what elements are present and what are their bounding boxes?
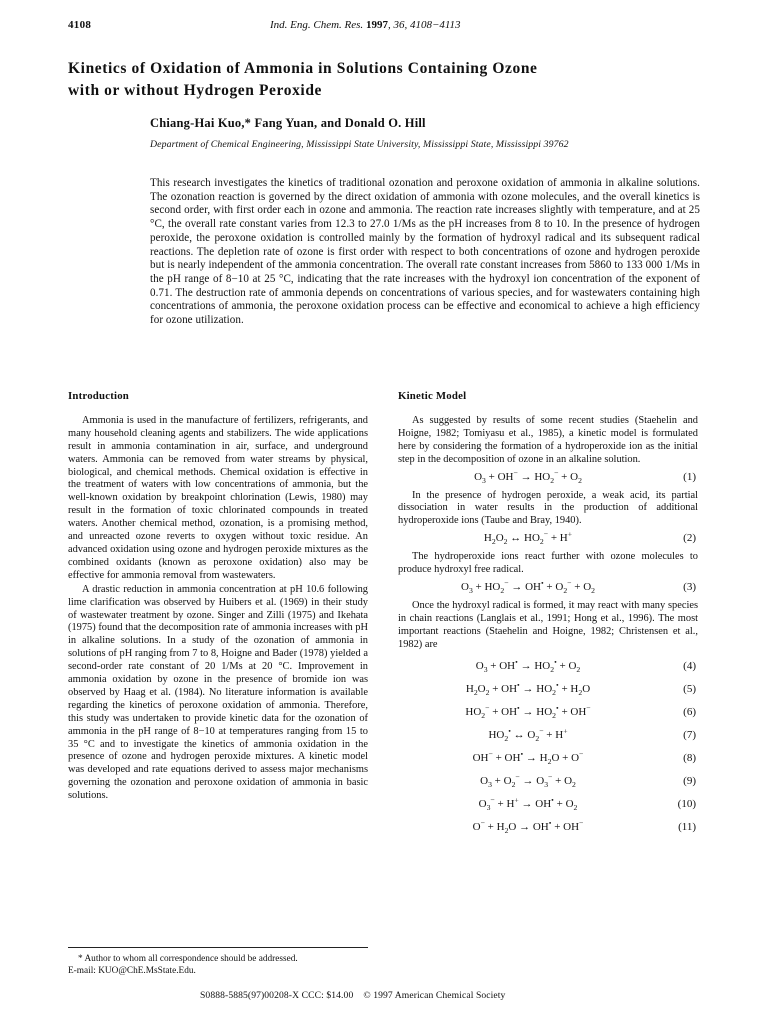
title-line-1: Kinetics of Oxidation of Ammonia in Solutions Containing Ozone bbox=[68, 60, 538, 77]
kinetic-paragraph-1: As suggested by results of some recent studies (Staehelin and Hoigne, 1982; Tomiyasu et al., 1985), a kinetic model is formulated here by considering the formation of a hydroperoxide ion as the initial step in the decomposition of ozone in an alkaline solution. bbox=[398, 414, 698, 465]
equation-number: (5) bbox=[683, 682, 696, 695]
kinetic-paragraph-4: Once the hydroxyl radical is formed, it may react with many species in chain reactions (Langlais et al., 1991; Hong et al., 1996). The most important reactions (Staehelin and Hoigne, 1982; Christensen et al., 1982) are bbox=[398, 600, 698, 650]
journal-volume-pages: , 36, 4108−4113 bbox=[387, 19, 461, 31]
footnote-email: E-mail: KUO@ChE.MsState.Edu. bbox=[68, 966, 196, 976]
equation-expression: $O_3 + OH^- \to HO_2^- + O_2$ bbox=[474, 467, 582, 485]
copyright-line: S0888-5885(97)00208-X CCC: $14.00 © 1997 American Chemical Society bbox=[200, 990, 506, 1001]
section-heading-introduction: Introduction bbox=[68, 390, 129, 402]
intro-paragraph-1: Ammonia is used in the manufacture of fertilizers, refrigerants, and many household cleaning agents and stabilizers. The wide applications result in ammonia contamination in air, surface, and underground waters. Ammonia can be removed from water streams by physical, biological, and chemical methods. Chemical oxidation is effective in the treatment of waters with low concentrations of ammonia, but the well-known oxidation by breakpoint chlorination (Lewis, 1980) may result in the formation of toxic chlorinated compounds in treated waters. Another chemical method, ozonation, is a promising method, and unreacted ozone reverts to oxygen without toxic residue. An advanced oxidation using ozone and hydrogen peroxide mixtures as the combined oxidants (known as peroxone oxidation) also may be effective for ammonia removal from wastewaters. bbox=[68, 414, 368, 581]
equation-expression: $O_3 + O_2^- \to O_3^- + O_2$ bbox=[480, 772, 576, 789]
equation-number: (1) bbox=[683, 470, 696, 483]
equation-expression: $HO_2^•$ ↔ $O_2^- + H^+$ bbox=[488, 726, 568, 743]
journal-year: 1997 bbox=[365, 19, 388, 31]
section-heading-kinetic-model: Kinetic Model bbox=[398, 390, 467, 402]
equation-number: (2) bbox=[683, 532, 696, 545]
equation-6 bbox=[398, 702, 698, 725]
journal-citation bbox=[270, 19, 461, 31]
intro-paragraph-2: A drastic reduction in ammonia concentration at pH 10.6 following lime clarification was observed by Huibers et al. (1969) in their study of wastewater treatment by ozone. Singer and Zilli (1975) and Ikehata (1975) found that the decomposition rate of ammonia increases with pH in alkaline solutions. In a study of the ozonation of ammonia in solutions of pH ranging from 7 to 8, Hoigne and Bader (1978) yielded a second-order rate constant of 20 1/Ms at 20 °C. Improvement in ammonia oxidation by ozone in the presence of bromide ion was observed by Haag et al. (1984). No literature information is available regarding the kinetics of peroxone oxidation of ammonia. Therefore, this study was undertaken to provide kinetic data for the ozonation of ammonia in the pH range of 8−10 at temperatures ranging from 15 to 35 °C and to investigate the kinetics of ammonia oxidation in the presence of ozone and hydrogen peroxide mixtures. A kinetic model was developed and rate equations derived to assess major mechanisms governing the ozonation and peroxone oxidation of ammonia in basic solutions. bbox=[68, 583, 368, 802]
equation-expression: $OH^- + OH^• \to H_2O + O^-$ bbox=[472, 749, 584, 766]
equation-expression: $H_2O_2 + OH^• \to HO_2^• + H_2O$ bbox=[465, 680, 591, 697]
equation-2 bbox=[398, 528, 698, 551]
kinetic-paragraph-3: The hydroperoxide ions react further with ozone molecules to produce hydroxyl free radical. bbox=[398, 551, 698, 576]
equation-expression: $O_3 + OH^• \to HO_2^• + O_2$ bbox=[475, 657, 581, 674]
page-number: 4108 bbox=[68, 19, 92, 31]
journal-name: Ind. Eng. Chem. Res. bbox=[270, 19, 364, 31]
kinetic-paragraph-2: In the presence of hydrogen peroxide, a weak acid, its partial dissociation in water results in the production of additional hydroperoxide ions (Taube and Bray, 1940). bbox=[398, 489, 698, 527]
equation-number: (4) bbox=[683, 659, 696, 672]
equation-10 bbox=[398, 794, 698, 817]
equation-3 bbox=[398, 577, 698, 600]
left-column bbox=[68, 390, 368, 803]
equation-number: (8) bbox=[683, 751, 696, 764]
equation-expression: $O_3 + HO_2^- \to OH^• + O_2^- + O_2$ bbox=[460, 578, 595, 596]
equation-number: (7) bbox=[683, 728, 696, 741]
equation-expression: $H_2O_2$ ↔ $HO_2^- + H^+$ bbox=[483, 529, 573, 547]
equation-9 bbox=[398, 771, 698, 794]
equation-number: (11) bbox=[678, 820, 696, 833]
equation-expression: $HO_2^- + OH^• \to HO_2^• + OH^-$ bbox=[465, 703, 591, 720]
affiliation: Department of Chemical Engineering, Mississippi State University, Mississippi State, Mississippi 39762 bbox=[150, 139, 569, 150]
right-column bbox=[398, 390, 698, 840]
equation-number: (10) bbox=[677, 797, 696, 810]
equation-5 bbox=[398, 679, 698, 702]
equation-1 bbox=[398, 467, 698, 490]
equation-expression: $O^- + H_2O \to OH^• + OH^-$ bbox=[472, 818, 584, 835]
footnote bbox=[68, 953, 368, 977]
abstract: This research investigates the kinetics of traditional ozonation and peroxone oxidation of ammonia in alkaline solutions. The ozonation reaction is governed by the direct oxidation of ammonia with ozone molecules, and the overall kinetics is second order, with first order each in ozone and ammonia. The reaction rate increases slightly with temperature, and at 25 °C, the overall rate constant varies from 12.3 to 27.0 1/Ms as the pH increases from 8 to 10. In the presence of hydrogen peroxide, the peroxone oxidation is controlled mainly by the formation of hydroxyl radical and its subsequent radical reactions. The depletion rate of ozone is first order with respect to both concentrations of ozone and hydrogen peroxide but is nearly independent of the ammonia concentration. The overall rate constant increases from 5860 to 133 000 1/Ms in the pH range of 8−10 at 25 °C, indicating that the rate increases with the hydroxyl ion concentration of the exponent of 0.71. The destruction rate of ammonia depends on concentrations of various species, and for wastewaters containing high concentrations of ammonia, the peroxone oxidation process can be effective and economical to achieve a high efficiency for ozone utilization. bbox=[150, 177, 700, 327]
equation-11 bbox=[398, 817, 698, 840]
equation-4 bbox=[398, 656, 698, 679]
equation-7 bbox=[398, 725, 698, 748]
title-line-2: with or without Hydrogen Peroxide bbox=[68, 82, 323, 99]
authors: Chiang-Hai Kuo,* Fang Yuan, and Donald O. Hill bbox=[150, 116, 426, 130]
equation-8 bbox=[398, 748, 698, 771]
paper-title bbox=[68, 58, 708, 102]
equation-number: (6) bbox=[683, 705, 696, 718]
equation-number: (9) bbox=[683, 774, 696, 787]
equation-number: (3) bbox=[683, 581, 696, 594]
footnote-divider bbox=[68, 947, 368, 948]
footnote-correspondence: * Author to whom all correspondence should be addressed. bbox=[78, 954, 298, 964]
equation-expression: $O_3^- + H^+ \to OH^• + O_2$ bbox=[478, 795, 578, 812]
